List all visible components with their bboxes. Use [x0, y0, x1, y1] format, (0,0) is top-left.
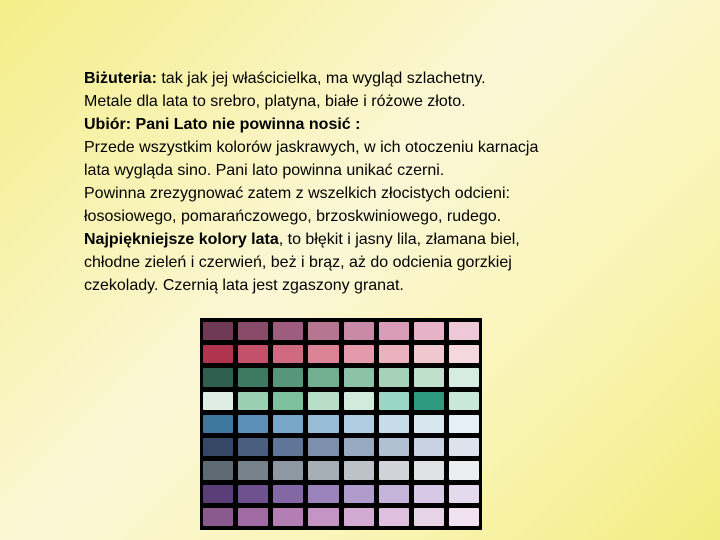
color-swatch — [273, 392, 303, 410]
color-swatch — [308, 392, 338, 410]
color-swatch — [449, 461, 479, 479]
color-swatch — [273, 322, 303, 340]
color-swatch — [203, 438, 233, 456]
color-swatch — [379, 345, 409, 363]
color-swatch — [273, 368, 303, 386]
color-swatch — [203, 392, 233, 410]
color-swatch — [273, 485, 303, 503]
color-swatch — [414, 322, 444, 340]
color-swatch — [449, 438, 479, 456]
color-swatch — [273, 415, 303, 433]
color-swatch — [449, 485, 479, 503]
color-swatch — [273, 461, 303, 479]
color-swatch — [308, 345, 338, 363]
jewelry-heading: Biżuteria: — [84, 70, 157, 87]
color-swatch — [344, 461, 374, 479]
color-swatch — [238, 392, 268, 410]
color-swatch — [379, 368, 409, 386]
color-swatch — [273, 508, 303, 526]
color-swatch — [238, 322, 268, 340]
color-swatch — [308, 485, 338, 503]
color-swatch — [308, 438, 338, 456]
color-swatch — [414, 438, 444, 456]
color-swatch — [379, 322, 409, 340]
color-swatch — [344, 508, 374, 526]
color-swatch — [414, 392, 444, 410]
color-swatch — [449, 322, 479, 340]
color-swatch — [238, 461, 268, 479]
color-swatch — [203, 322, 233, 340]
color-swatch — [308, 508, 338, 526]
color-swatch — [238, 415, 268, 433]
color-swatch — [449, 415, 479, 433]
color-swatch — [308, 368, 338, 386]
color-swatch — [273, 345, 303, 363]
text-line-6: Powinna zrezygnować zatem z wszelkich złocistych odcieni: — [84, 185, 510, 202]
color-swatch — [273, 438, 303, 456]
color-swatch — [344, 368, 374, 386]
color-swatch — [238, 485, 268, 503]
text-line-5: lata wygląda sino. Pani lato powinna unikać czerni. — [84, 162, 445, 179]
color-swatch — [414, 461, 444, 479]
color-swatch — [203, 508, 233, 526]
text-line-9: chłodne zieleń i czerwień, beż i brąz, aż do odcienia gorzkiej — [84, 254, 512, 271]
color-swatch — [379, 392, 409, 410]
text-line-10: czekolady. Czernią lata jest zgaszony granat. — [84, 277, 404, 294]
color-swatch — [203, 368, 233, 386]
color-swatch — [414, 415, 444, 433]
color-swatch — [379, 461, 409, 479]
text-line-4: Przede wszystkim kolorów jaskrawych, w ich otoczeniu karnacja — [84, 139, 539, 156]
color-swatch — [449, 392, 479, 410]
color-swatch — [203, 485, 233, 503]
color-swatch — [203, 415, 233, 433]
color-swatch — [449, 345, 479, 363]
text-line-7: łososiowego, pomarańczowego, brzoskwiniowego, rudego. — [84, 208, 502, 225]
body-text — [84, 67, 644, 297]
color-swatch — [344, 322, 374, 340]
best-colors-heading: Najpiękniejsze kolory lata — [84, 231, 279, 248]
color-swatch — [449, 508, 479, 526]
color-swatch — [379, 485, 409, 503]
text-line-2: Metale dla lata to srebro, platyna, białe i różowe złoto. — [84, 93, 466, 110]
color-swatch — [238, 508, 268, 526]
color-swatch — [308, 322, 338, 340]
color-swatch — [414, 485, 444, 503]
color-swatch — [414, 345, 444, 363]
color-swatch — [344, 415, 374, 433]
color-swatch — [344, 345, 374, 363]
jewelry-text: tak jak jej właścicielka, ma wygląd szlachetny. — [156, 70, 486, 87]
color-swatch — [344, 485, 374, 503]
color-swatch — [238, 368, 268, 386]
color-swatch — [379, 438, 409, 456]
color-swatch — [308, 461, 338, 479]
color-swatch — [414, 508, 444, 526]
color-swatch — [238, 438, 268, 456]
color-palette-image — [200, 318, 482, 530]
clothing-heading: Ubiór: Pani Lato nie powinna nosić : — [84, 116, 361, 133]
text-line-8 — [84, 228, 644, 251]
color-swatch — [449, 368, 479, 386]
color-swatch — [308, 415, 338, 433]
color-swatch — [238, 345, 268, 363]
color-swatch — [203, 461, 233, 479]
color-swatch — [203, 345, 233, 363]
color-swatch — [414, 368, 444, 386]
color-swatch — [344, 438, 374, 456]
color-swatch — [379, 508, 409, 526]
text-line-1 — [84, 67, 644, 90]
color-swatch — [344, 392, 374, 410]
color-swatch — [379, 415, 409, 433]
best-colors-text: , to błękit i jasny lila, złamana biel, — [278, 231, 520, 248]
